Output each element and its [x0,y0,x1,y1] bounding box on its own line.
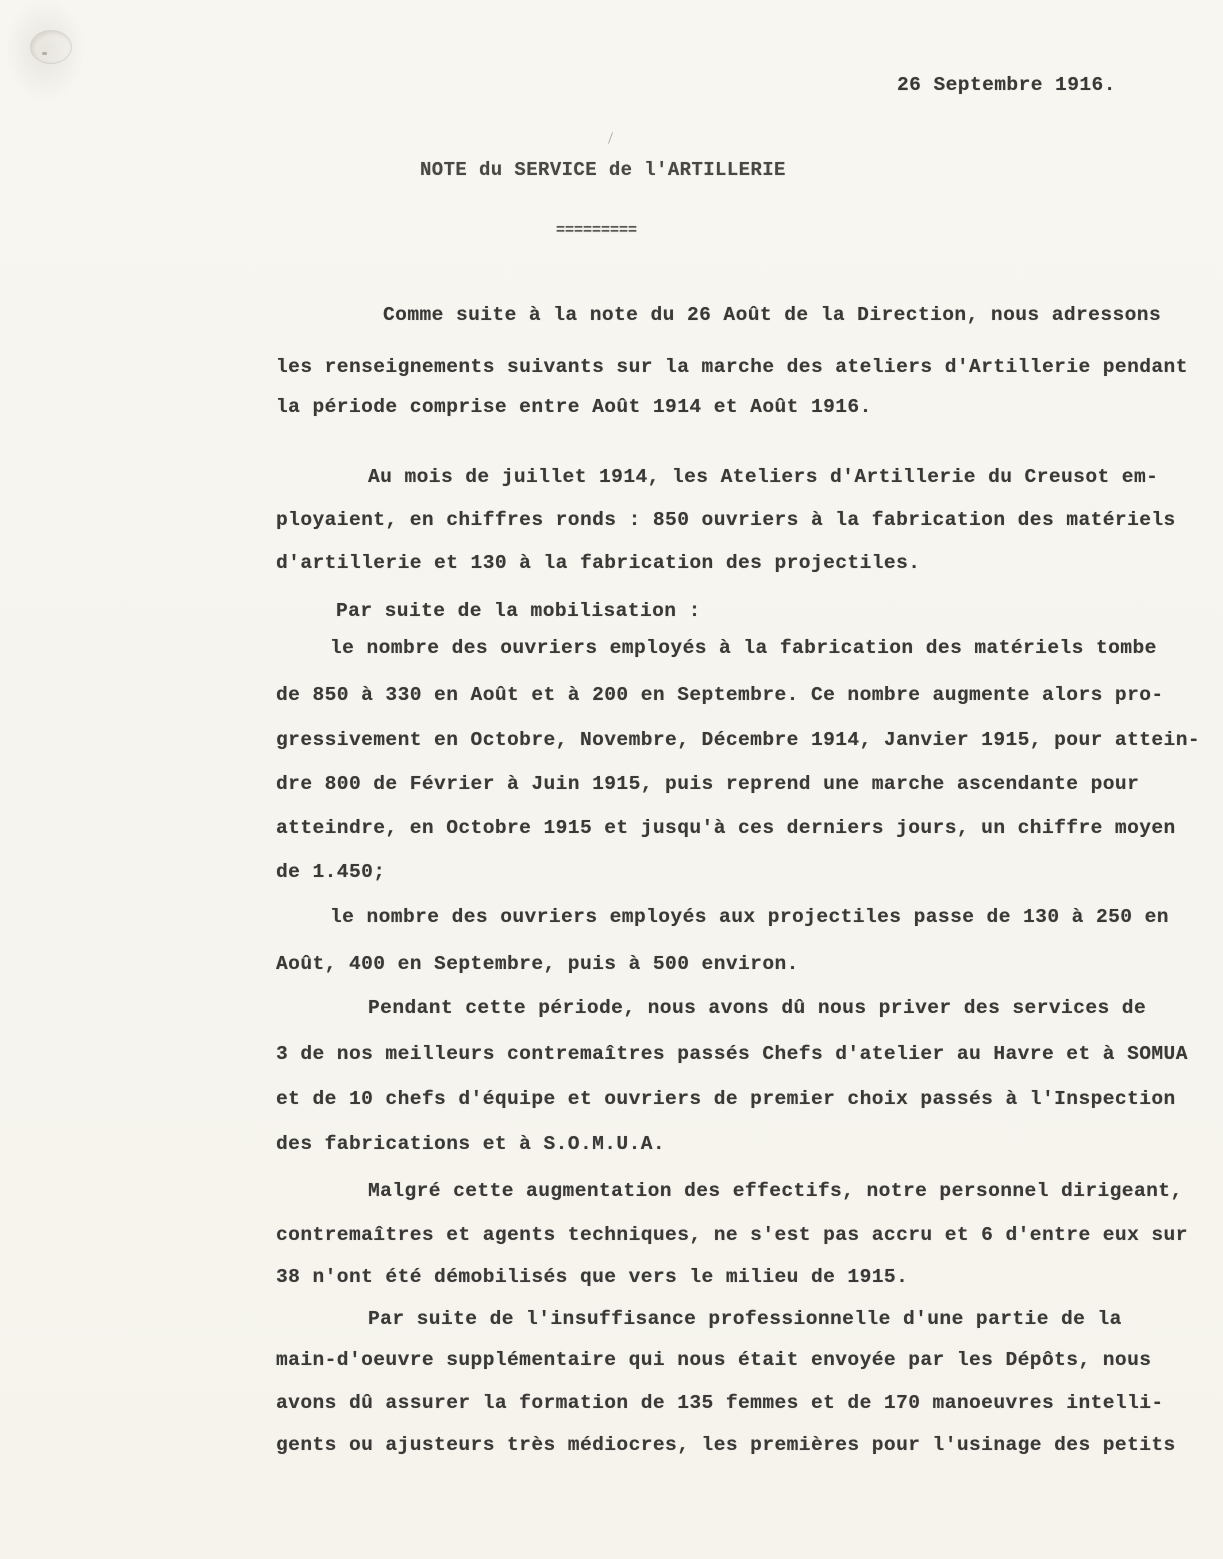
paragraph-4-line-3: gressivement en Octobre, Novembre, Décembre 1914, Janvier 1915, pour attein- [276,729,1201,751]
paragraph-1-line-1: Comme suite à la note du 26 Août de la Direction, nous adressons [383,304,1162,326]
paper-speck [42,52,47,55]
paragraph-6-line-2: 3 de nos meilleurs contremaîtres passés Chefs d'atelier au Havre et à SOMUA [276,1043,1188,1065]
paragraph-1-line-3: la période comprise entre Août 1914 et Août 1916. [276,396,872,418]
paragraph-6-line-3: et de 10 chefs d'équipe et ouvriers de premier choix passés à l'Inspection [276,1088,1176,1110]
paragraph-7-line-1: Malgré cette augmentation des effectifs, notre personnel dirigeant, [368,1180,1183,1202]
paragraph-7-line-3: 38 n'ont été démobilisés que vers le milieu de 1915. [276,1266,909,1288]
paragraph-4-line-1: le nombre des ouvriers employés à la fabrication des matériels tombe [330,637,1157,659]
paragraph-2-line-2: ployaient, en chiffres ronds : 850 ouvriers à la fabrication des matériels [276,509,1176,531]
paragraph-2-line-1: Au mois de juillet 1914, les Ateliers d'Artillerie du Creusot em- [368,466,1159,488]
paragraph-8-line-4: gents ou ajusteurs très médiocres, les premières pour l'usinage des petits [276,1434,1176,1456]
paper-crease-mark [30,30,72,64]
title-underline-rule: ========= [556,222,638,239]
document-date: 26 Septembre 1916. [897,74,1116,96]
paragraph-4-line-6: de 1.450; [276,861,386,883]
paragraph-2-line-3: d'artillerie et 130 à la fabrication des projectiles. [276,552,921,574]
paragraph-5-line-2: Août, 400 en Septembre, puis à 500 environ. [276,953,799,975]
paragraph-8-line-3: avons dû assurer la formation de 135 femmes et de 170 manoeuvres intelli- [276,1392,1164,1414]
paragraph-6-line-1: Pendant cette période, nous avons dû nous priver des services de [368,997,1147,1019]
paragraph-8-line-2: main-d'oeuvre supplémentaire qui nous était envoyée par les Dépôts, nous [276,1349,1152,1371]
paragraph-6-line-4: des fabrications et à S.O.M.U.A. [276,1133,666,1155]
paragraph-7-line-2: contremaîtres et agents techniques, ne s'est pas accru et 6 d'entre eux sur [276,1224,1188,1246]
paragraph-4-line-4: dre 800 de Février à Juin 1915, puis reprend une marche ascendante pour [276,773,1140,795]
document-title: NOTE du SERVICE de l'ARTILLERIE [420,159,786,181]
paragraph-1-line-2: les renseignements suivants sur la marche des ateliers d'Artillerie pendant [276,356,1188,378]
paragraph-4-line-5: atteindre, en Octobre 1915 et jusqu'à ces derniers jours, un chiffre moyen [276,817,1176,839]
paragraph-4-line-2: de 850 à 330 en Août et à 200 en Septembre. Ce nombre augmente alors pro- [276,684,1164,706]
paragraph-8-line-1: Par suite de l'insuffisance professionnelle d'une partie de la [368,1308,1122,1330]
paper-speck [608,132,613,144]
paragraph-3-line-1: Par suite de la mobilisation : [336,600,701,622]
paragraph-5-line-1: le nombre des ouvriers employés aux projectiles passe de 130 à 250 en [330,906,1169,928]
